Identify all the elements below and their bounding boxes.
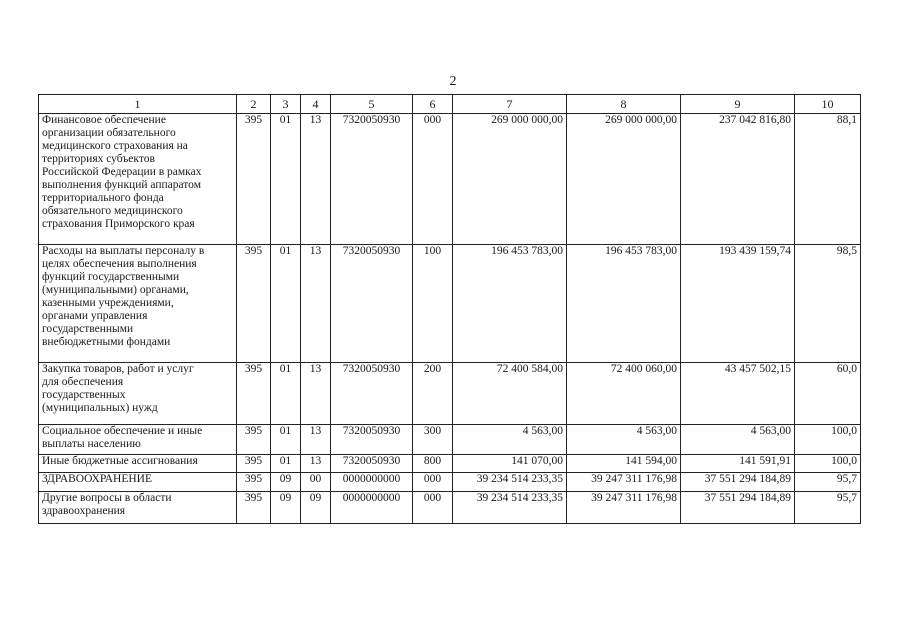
admin-code-cell: 395 [237, 473, 271, 492]
percent-cell: 98,5 [795, 245, 861, 363]
column-header: 5 [331, 95, 413, 114]
subsection-code-cell: 13 [301, 245, 331, 363]
percent-cell: 95,7 [795, 492, 861, 524]
row-name: Расходы на выплаты персоналу в целях обеспечения выполнения функций государственными (муниципальными) органами, казенными учреждениями, органами управления государственными внебюджетными фондами [42, 245, 205, 348]
expense-type-cell: 000 [413, 114, 453, 245]
column-header: 10 [795, 95, 861, 114]
section-code-cell: 01 [271, 425, 301, 455]
row-name-cell [39, 114, 237, 245]
expense-type-cell: 300 [413, 425, 453, 455]
subsection-code-cell: 13 [301, 455, 331, 473]
subsection-code-cell: 00 [301, 473, 331, 492]
value-cell-8: 72 400 060,00 [567, 363, 681, 425]
section-code-cell: 01 [271, 114, 301, 245]
value-cell-9: 141 591,91 [681, 455, 795, 473]
value-cell-9: 193 439 159,74 [681, 245, 795, 363]
value-cell-8: 269 000 000,00 [567, 114, 681, 245]
expense-type-cell: 100 [413, 245, 453, 363]
row-name-cell [39, 425, 237, 455]
table-row [39, 425, 861, 455]
row-name: Социальное обеспечение и иные выплаты населению [42, 425, 203, 450]
row-name-cell [39, 245, 237, 363]
value-cell-9: 237 042 816,80 [681, 114, 795, 245]
section-code-cell: 01 [271, 245, 301, 363]
target-article-cell: 0000000000 [331, 473, 413, 492]
admin-code-cell: 395 [237, 455, 271, 473]
expense-type-cell: 000 [413, 492, 453, 524]
column-header: 9 [681, 95, 795, 114]
target-article-cell: 7320050930 [331, 363, 413, 425]
column-header: 8 [567, 95, 681, 114]
value-cell-7: 39 234 514 233,35 [453, 473, 567, 492]
value-cell-8: 141 594,00 [567, 455, 681, 473]
expense-type-cell: 000 [413, 473, 453, 492]
value-cell-7: 39 234 514 233,35 [453, 492, 567, 524]
expense-type-cell: 200 [413, 363, 453, 425]
column-header: 7 [453, 95, 567, 114]
target-article-cell: 7320050930 [331, 425, 413, 455]
percent-cell: 100,0 [795, 455, 861, 473]
value-cell-7: 196 453 783,00 [453, 245, 567, 363]
subsection-code-cell: 13 [301, 114, 331, 245]
value-cell-8: 196 453 783,00 [567, 245, 681, 363]
column-header: 1 [39, 95, 237, 114]
section-code-cell: 01 [271, 363, 301, 425]
percent-cell: 60,0 [795, 363, 861, 425]
table-row [39, 245, 861, 363]
row-name: ЗДРАВООХРАНЕНИЕ [42, 473, 153, 485]
subsection-code-cell: 13 [301, 425, 331, 455]
section-code-cell: 01 [271, 455, 301, 473]
value-cell-7: 141 070,00 [453, 455, 567, 473]
percent-cell: 100,0 [795, 425, 861, 455]
table-row [39, 473, 861, 492]
target-article-cell: 7320050930 [331, 245, 413, 363]
value-cell-7: 72 400 584,00 [453, 363, 567, 425]
budget-table [38, 94, 861, 524]
row-name: Финансовое обеспечение организации обязательного медицинского страхования на территориях субъектов Российской Федерации в рамках выполнения функций аппаратом территориального фонда обязательного медицинского страхования Приморского края [42, 114, 202, 230]
table-row [39, 455, 861, 473]
value-cell-9: 37 551 294 184,89 [681, 473, 795, 492]
table-row [39, 492, 861, 524]
value-cell-8: 39 247 311 176,98 [567, 473, 681, 492]
admin-code-cell: 395 [237, 425, 271, 455]
column-header: 2 [237, 95, 271, 114]
admin-code-cell: 395 [237, 363, 271, 425]
table-row [39, 114, 861, 245]
row-name-cell [39, 455, 237, 473]
expense-type-cell: 800 [413, 455, 453, 473]
value-cell-9: 4 563,00 [681, 425, 795, 455]
percent-cell: 88,1 [795, 114, 861, 245]
page-number: 2 [449, 74, 457, 89]
row-name: Другие вопросы в области здравоохранения [42, 492, 172, 517]
value-cell-7: 269 000 000,00 [453, 114, 567, 245]
target-article-cell: 7320050930 [331, 114, 413, 245]
value-cell-8: 4 563,00 [567, 425, 681, 455]
value-cell-8: 39 247 311 176,98 [567, 492, 681, 524]
percent-cell: 95,7 [795, 473, 861, 492]
section-code-cell: 09 [271, 492, 301, 524]
column-header: 3 [271, 95, 301, 114]
value-cell-9: 43 457 502,15 [681, 363, 795, 425]
value-cell-9: 37 551 294 184,89 [681, 492, 795, 524]
row-name-cell [39, 492, 237, 524]
admin-code-cell: 395 [237, 245, 271, 363]
table-row [39, 363, 861, 425]
header-row [39, 95, 861, 114]
target-article-cell: 7320050930 [331, 455, 413, 473]
column-header: 4 [301, 95, 331, 114]
admin-code-cell: 395 [237, 114, 271, 245]
row-name: Иные бюджетные ассигнования [42, 455, 198, 467]
admin-code-cell: 395 [237, 492, 271, 524]
section-code-cell: 09 [271, 473, 301, 492]
row-name: Закупка товаров, работ и услуг для обеспечения государственных (муниципальных) нужд [42, 363, 194, 414]
row-name-cell [39, 473, 237, 492]
column-header: 6 [413, 95, 453, 114]
target-article-cell: 0000000000 [331, 492, 413, 524]
value-cell-7: 4 563,00 [453, 425, 567, 455]
subsection-code-cell: 13 [301, 363, 331, 425]
row-name-cell [39, 363, 237, 425]
subsection-code-cell: 09 [301, 492, 331, 524]
